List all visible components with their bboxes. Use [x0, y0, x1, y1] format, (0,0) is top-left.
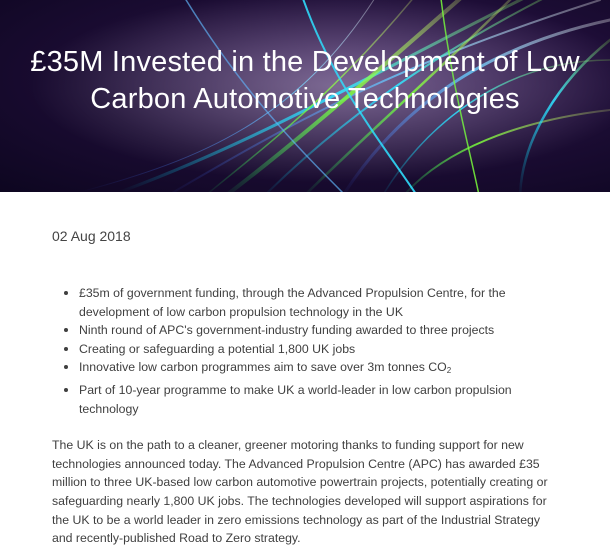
publish-date: 02 Aug 2018 [52, 228, 131, 244]
page-title: £35M Invested in the Development of Low Carbon Automotive Technologies [30, 46, 580, 115]
key-points-list [52, 284, 560, 418]
co2-subscript: 2 [446, 366, 452, 376]
article-body [0, 228, 610, 548]
hero-banner [0, 0, 610, 192]
list-item: Part of 10-year programme to make UK a world-leader in low carbon propulsion technology [79, 381, 560, 418]
list-item: Ninth round of APC's government-industry funding awarded to three projects [79, 321, 560, 340]
bullet-icon [64, 388, 68, 392]
article-paragraph: The UK is on the path to a cleaner, greener motoring thanks to funding support for new technologies announced today. The Advanced Propulsion Centre (APC) has awarded £35 million to three UK-based low carbon automotive powertrain projects, potentially creating or safeguarding nearly 1,800 UK jobs. The technologies developed will support aspirations for the UK to be a world leader in zero emissions technology as part of the Industrial Strategy and recently-published Road to Zero strategy. [52, 438, 548, 546]
bullet-icon [64, 347, 68, 351]
list-item: Creating or safeguarding a potential 1,800 UK jobs [79, 340, 560, 359]
bullet-icon [64, 365, 68, 369]
list-item: £35m of government funding, through the Advanced Propulsion Centre, for the development of low carbon propulsion technology in the UK [79, 284, 560, 321]
bullet-icon [64, 291, 68, 295]
bullet-icon [64, 328, 68, 332]
list-item: Innovative low carbon programmes aim to save over 3m tonnes $CO_2$ [79, 358, 560, 381]
